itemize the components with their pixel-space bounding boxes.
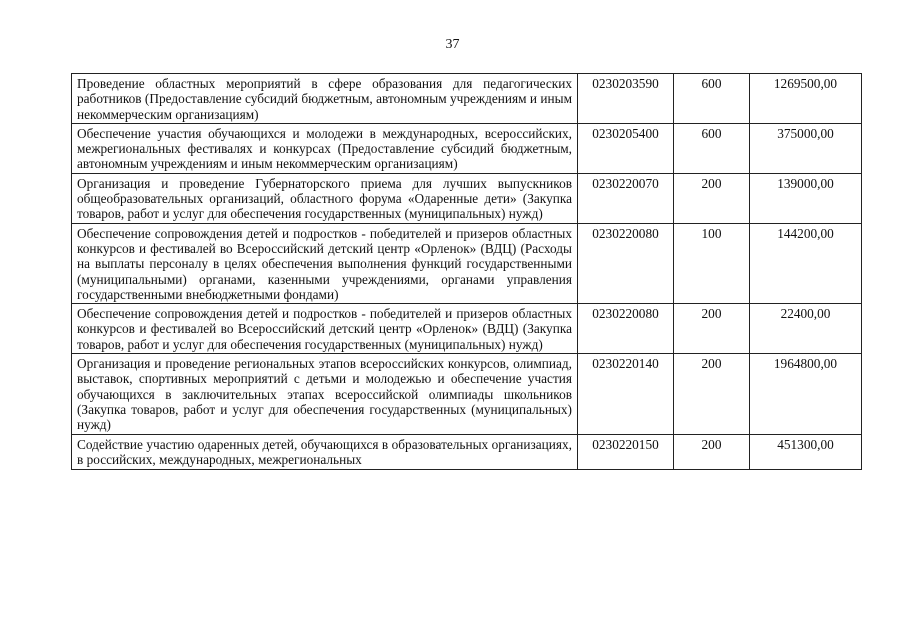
row-expense-type: 200 bbox=[674, 434, 750, 469]
row-target-code: 0230203590 bbox=[578, 74, 674, 124]
budget-table bbox=[71, 73, 862, 470]
row-target-code: 0230220140 bbox=[578, 354, 674, 434]
page-number: 37 bbox=[445, 37, 460, 52]
table-row bbox=[72, 304, 862, 354]
row-description: Проведение областных мероприятий в сфере образования для педагогических работников (Предоставление субсидий бюджетным, автономным учреждениям и иным некоммерческим организациям) bbox=[72, 74, 578, 124]
row-amount: 1964800,00 bbox=[750, 354, 862, 434]
row-expense-type: 600 bbox=[674, 74, 750, 124]
row-target-code: 0230220150 bbox=[578, 434, 674, 469]
row-target-code: 0230220070 bbox=[578, 173, 674, 223]
row-expense-type: 200 bbox=[674, 354, 750, 434]
row-description: Обеспечение сопровождения детей и подростков - победителей и призеров областных конкурсов и фестивалей во Всероссийский детский центр «Орленок» (ВДЦ) (Закупка товаров, работ и услуг для обеспечения государственных (муниципальных) нужд) bbox=[72, 304, 578, 354]
row-amount: 22400,00 bbox=[750, 304, 862, 354]
row-amount: 139000,00 bbox=[750, 173, 862, 223]
row-description: Обеспечение сопровождения детей и подростков - победителей и призеров областных конкурсов и фестивалей во Всероссийский детский центр «Орленок» (ВДЦ) (Расходы на выплаты персоналу в целях обеспечения выполнения функций государственными (муниципальными) органами, казенными учреждениями, органами управления государственными внебюджетными фондами) bbox=[72, 223, 578, 303]
row-target-code: 0230205400 bbox=[578, 123, 674, 173]
table-row bbox=[72, 434, 862, 469]
row-amount: 375000,00 bbox=[750, 123, 862, 173]
row-amount: 451300,00 bbox=[750, 434, 862, 469]
table-row bbox=[72, 74, 862, 124]
row-description: Содействие участию одаренных детей, обучающихся в образовательных организациях, в российских, международных, межрегиональных bbox=[72, 434, 578, 469]
row-description: Обеспечение участия обучающихся и молодежи в международных, всероссийских, межрегиональных фестивалях и конкурсах (Предоставление субсидий бюджетным, автономным учреждениям и иным некоммерческим организациям) bbox=[72, 123, 578, 173]
row-amount: 1269500,00 bbox=[750, 74, 862, 124]
row-expense-type: 200 bbox=[674, 304, 750, 354]
row-expense-type: 100 bbox=[674, 223, 750, 303]
row-description: Организация и проведение региональных этапов всероссийских конкурсов, олимпиад, выставок, спортивных мероприятий с детьми и молодежью и обеспечение участия обучающихся в заключительных этапах всероссийской олимпиады школьников (Закупка товаров, работ и услуг для обеспечения государственных (муниципальных) нужд) bbox=[72, 354, 578, 434]
row-expense-type: 200 bbox=[674, 173, 750, 223]
table-row bbox=[72, 173, 862, 223]
table-row bbox=[72, 123, 862, 173]
row-target-code: 0230220080 bbox=[578, 223, 674, 303]
row-amount: 144200,00 bbox=[750, 223, 862, 303]
row-target-code: 0230220080 bbox=[578, 304, 674, 354]
table-row bbox=[72, 223, 862, 303]
row-expense-type: 600 bbox=[674, 123, 750, 173]
table-row bbox=[72, 354, 862, 434]
row-description: Организация и проведение Губернаторского приема для лучших выпускников общеобразовательных организаций, областного форума «Одаренные дети» (Закупка товаров, работ и услуг для обеспечения государственных (муниципальных) нужд) bbox=[72, 173, 578, 223]
